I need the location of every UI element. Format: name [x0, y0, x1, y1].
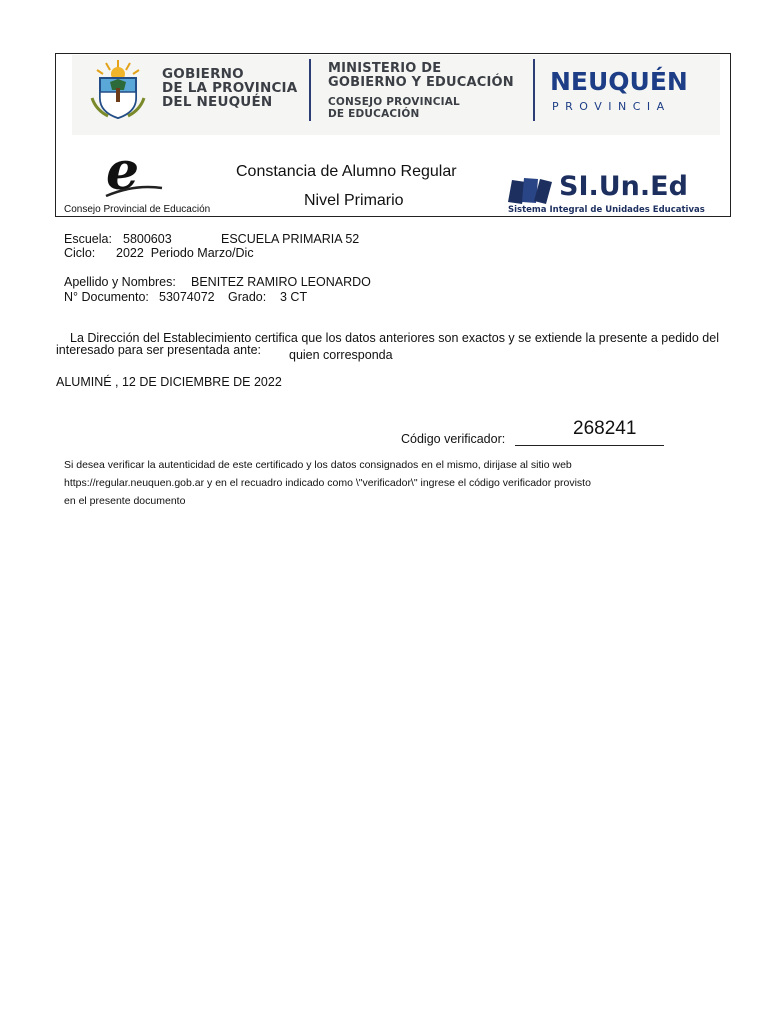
- gov-title-line2: DE LA PROVINCIA: [162, 80, 298, 96]
- verification-code-label: Código verificador:: [401, 432, 506, 446]
- council-line2: DE EDUCACIÓN: [328, 108, 420, 120]
- siuned-subtitle: Sistema Integral de Unidades Educativas: [508, 205, 705, 215]
- cpe-caption: Consejo Provincial de Educación: [64, 204, 211, 215]
- grado-label: Grado:: [228, 290, 267, 304]
- document-number: 53074072: [159, 290, 215, 304]
- place-date: ALUMINÉ , 12 DE DICIEMBRE DE 2022: [56, 375, 282, 389]
- certify-text-line2: interesado para ser presentada ante:: [56, 343, 261, 357]
- certify-text-line1: La Dirección del Establecimiento certifica que los datos anteriores son exactos y se extiende la presente a pedido del: [70, 331, 719, 345]
- student-name: BENITEZ RAMIRO LEONARDO: [191, 275, 371, 289]
- siuned-books-icon: [506, 176, 554, 206]
- cpe-logo: [104, 141, 164, 206]
- verification-code: 268241: [573, 418, 637, 439]
- ciclo-label: Ciclo:: [64, 246, 96, 260]
- ministry-line2: GOBIERNO Y EDUCACIÓN: [328, 75, 514, 90]
- ciclo-value: 2022 Periodo Marzo/Dic: [116, 246, 254, 260]
- document-label: N° Documento:: [64, 290, 149, 304]
- student-name-label: Apellido y Nombres:: [64, 275, 176, 289]
- provincia-label: PROVINCIA: [552, 100, 671, 113]
- certificate-level: Nivel Primario: [304, 192, 404, 209]
- council-line1: CONSEJO PROVINCIAL: [328, 96, 460, 108]
- coat-of-arms-icon: [88, 58, 148, 122]
- certificate-title: Constancia de Alumno Regular: [236, 163, 457, 180]
- neuquen-brand: NEUQUÉN: [550, 67, 688, 96]
- escuela-label: Escuela:: [64, 232, 112, 246]
- banner-divider-2: [533, 59, 535, 121]
- grado-value: 3 CT: [280, 290, 308, 304]
- gov-title-line3: DEL NEUQUÉN: [162, 94, 273, 110]
- recipient: quien corresponda: [289, 348, 393, 362]
- verification-note-line1: Si desea verificar la autenticidad de este certificado y los datos consignados en el mismo, dirijase al sitio web: [64, 459, 572, 471]
- gov-title-line1: GOBIERNO: [162, 66, 244, 82]
- ministry-line1: MINISTERIO DE: [328, 61, 442, 76]
- verification-underline: [515, 445, 664, 446]
- escuela-name: ESCUELA PRIMARIA 52: [221, 232, 360, 246]
- verification-note-line2: https://regular.neuquen.gob.ar y en el recuadro indicado como \"verificador\" ingrese el código verificador provisto: [64, 477, 591, 489]
- escuela-code: 5800603: [123, 232, 172, 246]
- verification-note-line3: en el presente documento: [64, 495, 186, 507]
- cpe-e-letter: e: [106, 141, 140, 202]
- siuned-name: SI.Un.Ed: [559, 171, 688, 202]
- banner-divider: [309, 59, 311, 121]
- cpe-swoosh-icon: [104, 184, 164, 200]
